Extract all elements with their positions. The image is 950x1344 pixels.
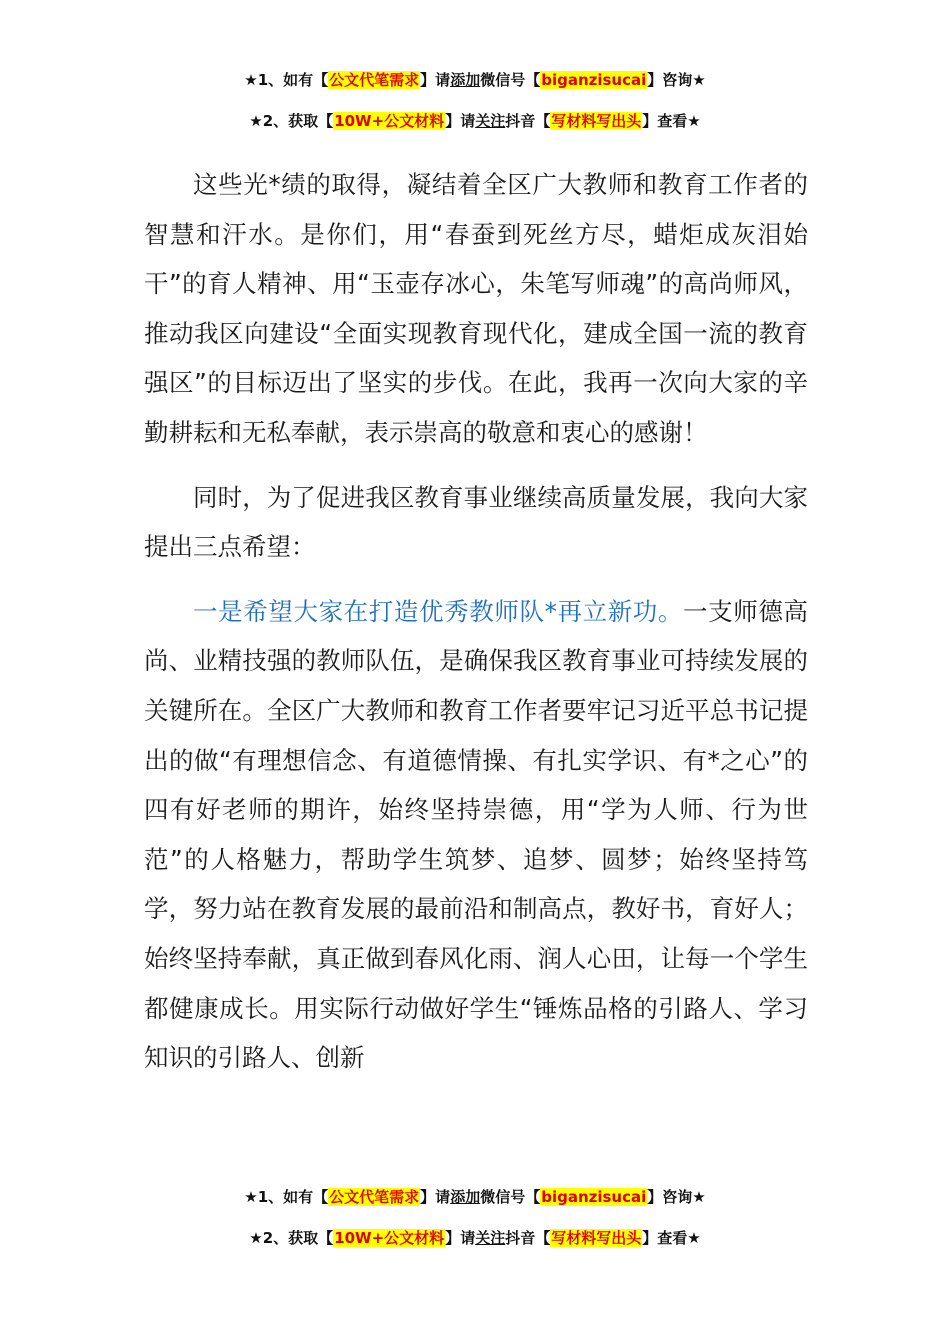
banner-text: 抖音【 (505, 1229, 551, 1247)
paragraph-hopes-intro: 同时，为了促进我区教育事业继续高质量发展，我向大家提出三点希望： (144, 482, 808, 562)
banner-suffix: 】查看★ (642, 112, 701, 130)
banner-highlight: 公文代笔需求 (329, 1188, 420, 1206)
banner-highlight: 10W+公文材料 (334, 112, 445, 130)
banner-prefix: ★1、如有【 (244, 1188, 329, 1206)
banner-prefix: ★2、获取【 (249, 112, 334, 130)
banner-emphasis: 添加 (450, 71, 481, 89)
document-body (144, 160, 808, 1083)
banner-highlight: 写材料写出头 (551, 112, 642, 130)
paragraph-first-hope (144, 587, 808, 1083)
banner-bottom-line-1 (0, 1186, 950, 1208)
banner-highlight: biganzisucai (541, 1188, 647, 1206)
banner-highlight: 10W+公文材料 (334, 1229, 445, 1247)
first-hope-text: 一支师德高尚、业精技强的教师队伍，是确保我区教育事业可持续发展的关键所在。全区广大教师和教育工作者要牢记习近平总书记提出的做“有理想信念、有道德情操、有扎实学识、有*之心”的四有好老师的期许，始终坚持崇德，用“学为人师、行为世范”的人格魅力，帮助学生筑梦、追梦、圆梦；始终坚持笃学，努力站在教育发展的最前沿和制高点，教好书，育好人；始终坚持奉献，真正做到春风化雨、润人心田，让每一个学生都健康成长。用实际行动做好学生“锤炼品格的引路人、学习知识的引路人、创新 (144, 596, 809, 1073)
banner-highlight: biganzisucai (541, 71, 647, 89)
banner-bottom-line-2 (0, 1227, 950, 1249)
banner-top-line-2 (0, 110, 950, 132)
banner-suffix: 】咨询★ (647, 71, 706, 89)
banner-text: 】请 (445, 112, 476, 130)
banner-highlight: 公文代笔需求 (329, 71, 420, 89)
banner-text: 】请 (420, 71, 451, 89)
banner-highlight: 写材料写出头 (551, 1229, 642, 1247)
banner-text: 微信号【 (480, 71, 541, 89)
first-hope-heading: 一是希望大家在打造优秀教师队*再立新功。 (193, 596, 684, 626)
banner-text: 抖音【 (505, 112, 551, 130)
banner-text: 】请 (445, 1229, 476, 1247)
banner-suffix: 】查看★ (642, 1229, 701, 1247)
banner-text: 】请 (420, 1188, 451, 1206)
banner-emphasis: 关注 (475, 1229, 506, 1247)
banner-prefix: ★1、如有【 (244, 71, 329, 89)
banner-emphasis: 关注 (475, 112, 506, 130)
banner-top-line-1 (0, 69, 950, 91)
paragraph-achievements: 这些光*绩的取得，凝结着全区广大教师和教育工作者的智慧和汗水。是你们，用“春蚕到死丝方尽，蜡炬成灰泪始干”的育人精神、用“玉壶存冰心，朱笔写师魂”的高尚师风，推动我区向建设“全面实现教育现代化，建成全国一流的教育强区”的目标迈出了坚实的步伐。在此，我再一次向大家的辛勤耕耘和无私奉献，表示崇高的敬意和衷心的感谢！ (144, 170, 808, 447)
banner-suffix: 】咨询★ (647, 1188, 706, 1206)
banner-prefix: ★2、获取【 (249, 1229, 334, 1247)
banner-text: 微信号【 (480, 1188, 541, 1206)
banner-emphasis: 添加 (450, 1188, 481, 1206)
